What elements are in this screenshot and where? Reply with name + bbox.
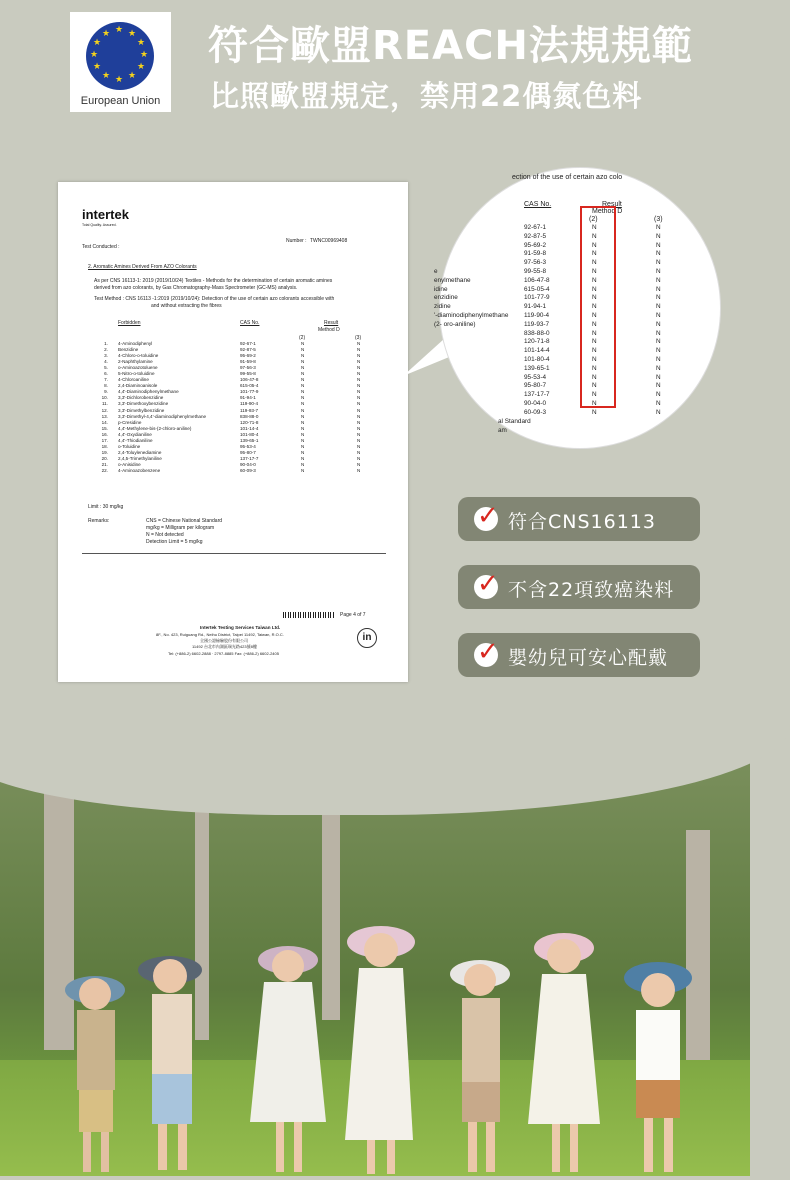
row-result: N [301,395,305,401]
row-result: N [301,341,305,346]
mag-result: N [656,311,661,319]
row-number: 13. [101,413,108,419]
row-result: N [301,461,305,467]
row-number: 5. [104,365,108,371]
badge-label: 符合CNS16113 [508,511,656,533]
mag-cas: 101-77-9 [524,294,550,302]
mag-cas: 60-09-3 [524,408,547,416]
row-result: N [301,467,305,473]
row-result: N [357,365,361,371]
intertek-logo: intertek [82,207,129,222]
remark-4: Detection Limit = 5 mg/kg [146,539,203,545]
mag-result: N [592,399,597,407]
row-name: Benzidine [118,347,139,353]
mag-result: N [656,329,661,337]
mag-cas: 119-90-4 [524,311,550,319]
mag-result: N [656,347,661,355]
row-result: N [357,413,361,419]
mag-cas: 139-65-1 [524,364,550,372]
mag-result: N [592,232,597,240]
mag-result: N [656,364,661,372]
row-cas: 92-87-5 [240,347,256,353]
row-name: 4-Chloroaniline [118,377,149,383]
child-7 [612,958,702,1180]
row-number: 16. [101,431,108,437]
row-cas: 101-77-9 [240,389,259,395]
eu-badge [70,12,171,112]
row-number: 19. [101,449,108,455]
mag-result: N [656,276,661,284]
row-cas: 120-71-8 [240,419,259,425]
mag-result: N [592,285,597,293]
mag-cas: 95-53-4 [524,373,547,381]
row-number: 17. [101,437,108,443]
row-name: 4,4'-Oxydianiline [118,431,152,437]
row-result: N [301,365,305,371]
mag-result: N [656,373,661,381]
badge-label: 不含22項致癌染料 [508,579,675,601]
mag-result: N [592,338,597,346]
mag-result: N [592,294,597,302]
mag-result: N [592,373,597,381]
row-name: 2,4-Diaminoanisole [118,383,158,389]
mag-cas: 92-67-1 [524,224,547,231]
company-tel: Tel: (+886-2) 6602-2888 · 2797-8885 Fax: (+886-2) 6602-2405 [168,651,279,656]
mag-result: N [592,382,597,390]
mag-result: N [656,391,661,399]
row-name: 4,4'-Diaminodiphenylmethane [118,389,179,395]
mag-result: N [592,250,597,258]
check-icon: ✓ [474,507,498,531]
mag-result: N [656,259,661,267]
row-number: 1. [104,341,108,346]
badge-safe [458,633,700,677]
row-number: 15. [101,425,108,431]
mag-result: N [592,276,597,284]
row-number: 9. [104,389,108,395]
row-result: N [301,419,305,425]
mag-result: N [592,259,597,267]
mag-cas: 120-71-8 [524,338,550,346]
row-cas: 95-53-4 [240,443,256,449]
highlight-box [580,206,616,408]
mag-fragment: am [498,426,507,434]
row-number: 2. [104,347,108,353]
test-conducted: Test Conducted : [82,244,120,250]
row-result-2 [301,341,304,474]
remarks-label: Remarks: [88,518,110,524]
row-result: N [301,347,305,353]
mag-result: N [656,250,661,258]
mag-result: N [592,320,597,328]
mag-fragment: idine [434,285,448,293]
col-2: (2) [299,335,306,341]
mag-col-2: (2) [589,216,598,223]
mag-fragment: zidine [434,303,451,311]
row-name: 4,4'-Methylene-bis-(2-chloro-aniline) [118,425,192,431]
row-cas [240,341,258,474]
row-name: 3,3'-Dichlorobenzidine [118,395,164,401]
row-cas: 101-14-4 [240,425,259,431]
intertek-seal-icon: in [357,628,377,648]
mag-result: N [592,329,597,337]
row-result: N [357,389,361,395]
row-result: N [357,467,361,473]
row-result: N [301,449,305,455]
row-result: N [357,347,361,353]
mag-fragment: e [434,268,438,275]
row-name: 4-Aminoazobenzene [118,467,161,473]
badge-cns [458,497,700,541]
row-result: N [301,407,305,413]
row-name: o-Anisidine [118,461,141,467]
mag-cas: 92-87-5 [524,232,547,240]
mag-col-3: (3) [654,216,663,223]
row-name: 2-Naphthylamine [118,359,153,365]
row-name: 2,4-Toluylenediamine [118,449,162,455]
row-result: N [301,443,305,449]
row-cas: 139-65-1 [240,437,259,443]
mag-result: N [656,399,661,407]
row-number: 22. [101,467,108,473]
page-subtitle: 比照歐盟規定，禁用22偶氮色料 [210,79,643,113]
mag-cas-column [524,224,550,418]
mag-result: N [592,364,597,372]
mag-cas: 137-17-7 [524,391,550,399]
mag-cas: 91-59-8 [524,250,547,258]
row-number: 11. [101,401,108,407]
mag-cas: 95-80-7 [524,382,547,390]
row-result: N [301,431,305,437]
divider [82,553,386,554]
child-4 [325,920,425,1180]
child-5 [440,946,530,1180]
mag-cas: 99-55-8 [524,267,547,275]
eu-flag-icon: ★ ★ ★ ★ ★ ★ ★ ★ ★ ★ ★ ★ [86,22,154,90]
row-result: N [357,353,361,359]
row-cas: 99-55-8 [240,371,256,377]
row-result: N [357,455,361,461]
row-result: N [301,401,305,407]
eu-caption: European Union [80,95,161,107]
magnified-result [434,168,720,448]
mag-result-3-column [656,224,661,418]
mag-result: N [592,408,597,416]
col-3: (3) [355,335,362,341]
row-result: N [357,437,361,443]
row-result: N [301,359,305,365]
row-result: N [357,371,361,377]
row-result: N [301,383,305,389]
mag-cas: 101-80-4 [524,355,550,363]
mag-fragment: al Standard [498,418,531,425]
mag-result: N [592,311,597,319]
row-cas: 91-94-1 [240,395,256,401]
mag-cas: 101-14-4 [524,347,550,355]
row-result: N [357,419,361,425]
mag-cas: 91-94-1 [524,303,547,311]
row-cas: 95-80-7 [240,449,256,455]
test-certificate [58,182,408,682]
row-result: N [357,395,361,401]
remark-2: mg/kg = Milligram per kilogram [146,525,215,531]
row-cas: 106-47-8 [240,377,259,383]
mag-result: N [656,294,661,302]
row-result: N [357,407,361,413]
row-result: N [301,413,305,419]
row-number: 14. [101,419,108,425]
mag-result: N [656,267,661,275]
row-name: p-Cresidine [118,419,142,425]
mag-result: N [656,285,661,293]
badge-no-dyes [458,565,700,609]
row-name: 4-Aminodiphenyl [118,341,153,346]
row-result: N [357,443,361,449]
paragraph-1b: derived from azo colorants, by Gas Chromatography-Mass Spectrometer (GC-MS) analysis. [94,285,298,291]
mag-result: N [592,303,597,311]
mag-cas: 119-93-7 [524,320,550,328]
row-cas: 60-09-3 [240,467,256,473]
badge-label: 嬰幼兒可安心配戴 [508,647,669,669]
row-name: 3,3'-Dimethoxybenzidine [118,401,169,407]
child-1 [55,960,135,1180]
page-title: 符合歐盟REACH法規規範 [208,23,693,69]
mag-bottom-fragments [498,418,531,436]
mag-cas: 97-56-3 [524,259,547,267]
row-result: N [357,449,361,455]
mag-cas: 838-88-0 [524,329,550,337]
mag-cas-header: CAS No. [524,201,552,208]
mag-result: N [656,241,661,249]
child-2 [130,946,210,1180]
page-number: Page 4 of 7 [340,612,366,618]
row-result: N [357,359,361,365]
check-icon: ✓ [474,643,498,667]
mag-result: N [592,267,597,275]
row-number: 7. [104,377,108,383]
company-name: Intertek Testing Services Taiwan Ltd. [200,625,281,630]
row-result: N [301,371,305,377]
remark-3: N = Not detected [146,532,184,538]
row-cas: 101-80-4 [240,431,259,437]
limit: Limit : 30 mg/kg [88,504,124,510]
logo-tagline: Total Quality. Assured. [82,223,117,227]
row-result: N [301,377,305,383]
paragraph-2b: and without extracting the fibres [151,303,222,309]
row-cas: 615-05-4 [240,383,259,389]
paragraph-2: Test Method : CNS 16113 -1:2019 (2019/10/24): Detection of the use of certain azo colorants accessible with [94,296,335,302]
mag-result-header: Result [602,201,622,208]
row-number: 21. [101,461,108,467]
row-result: N [301,425,305,431]
row-result: N [301,389,305,395]
mag-result: N [656,320,661,328]
mag-fragment: (2- oro-aniline) [434,320,476,328]
mag-result: N [656,338,661,346]
row-cas: 95-69-2 [240,353,256,359]
row-number: 8. [104,383,108,389]
kids-photo [0,760,750,1176]
row-result: N [301,353,305,359]
row-result-3 [357,341,360,474]
row-result: N [357,431,361,437]
mag-fragment: '-diaminodiphenylmethane [434,311,509,319]
number-value: TWNC00969408 [310,238,348,244]
col-forbidden: Forbidden [118,320,141,326]
row-name: o-Aminoazotoluene [118,365,158,371]
row-numbers [98,341,108,474]
row-names [118,341,206,474]
row-result: N [301,437,305,443]
mag-cas: 106-47-8 [524,276,550,284]
mag-result: N [592,355,597,363]
row-cas: 119-90-4 [240,401,259,407]
row-number: 18. [101,443,108,449]
row-number: 20. [101,455,108,461]
row-name: o-Toluidine [118,443,141,449]
mag-result: N [656,232,661,240]
row-result: N [357,377,361,383]
row-name: 5-Nitro-o-toluidine [118,371,155,377]
mag-result: N [656,382,661,390]
section-heading: 2. Aromatic Amines Derived From AZO Colorants [88,264,197,270]
row-result: N [357,383,361,389]
row-number: 10. [101,395,108,401]
mag-method-header: Method D [592,208,623,215]
row-result: N [301,455,305,461]
mag-result: N [656,408,661,416]
mag-fragment: enzidine [434,294,458,302]
mag-result: N [592,224,597,231]
mag-result: N [656,224,661,231]
row-result: N [357,401,361,407]
row-name: 4,4'-Thiodianiline [118,437,153,443]
check-icon: ✓ [474,575,498,599]
row-name: 4-Chloro-o-toluidine [118,353,159,359]
mag-cas: 615-05-4 [524,285,550,293]
row-name: 2,4,5-Trimethylaniline [118,455,162,461]
row-number: 3. [104,353,108,359]
mag-result: N [592,347,597,355]
row-cas: 92-67-1 [240,341,256,346]
mag-result: N [592,391,597,399]
row-cas: 119-93-7 [240,407,259,413]
mag-fragment: enylmethane [434,276,471,284]
row-name: 3,3'-Dimethylbenzidine [118,407,165,413]
company-name-zh: 全國公證檢驗股份有限公司 [200,638,248,643]
child-6 [520,924,610,1180]
col-cas: CAS No. [240,320,260,326]
mag-cas: 95-69-2 [524,241,547,249]
barcode [283,612,335,618]
company-address: 8F., No. 423, Ruiguang Rd., Neihu District, Taipei 11492, Taiwan, R.O.C. [156,632,284,637]
row-cas: 137-17-7 [240,455,259,461]
row-cas: 90-04-0 [240,461,256,467]
mag-cas: 90-04-0 [524,399,547,407]
row-cas: 838-88-0 [240,413,259,419]
mag-result: N [592,241,597,249]
mag-top-text: ection of the use of certain azo colo [512,174,623,181]
row-name: 3,3'-Dimethyl-4,4'-diaminodiphenylmethane [118,413,207,419]
row-result: N [357,341,361,346]
mag-result: N [656,355,661,363]
number-label: Number : [286,238,307,244]
row-result: N [357,461,361,467]
paragraph-1: As per CNS 16113-1: 2019 (2019/10/24) Textiles - Methods for the determination of certain aromatic amines [94,278,333,284]
row-result: N [357,425,361,431]
remark-1: CNS = Chinese National Standard [146,518,223,524]
row-cas: 91-59-8 [240,359,256,365]
row-cas: 97-56-3 [240,365,256,371]
mag-left-fragments [434,268,508,330]
col-result: Result [324,320,339,326]
mag-result: N [656,303,661,311]
row-number: 6. [104,371,108,377]
row-number: 4. [104,359,108,365]
company-address-zh: 11492 台北市內湖區瑞光路423號8樓 [192,644,257,649]
row-number: 12. [101,407,108,413]
col-method: Method D [318,327,340,333]
